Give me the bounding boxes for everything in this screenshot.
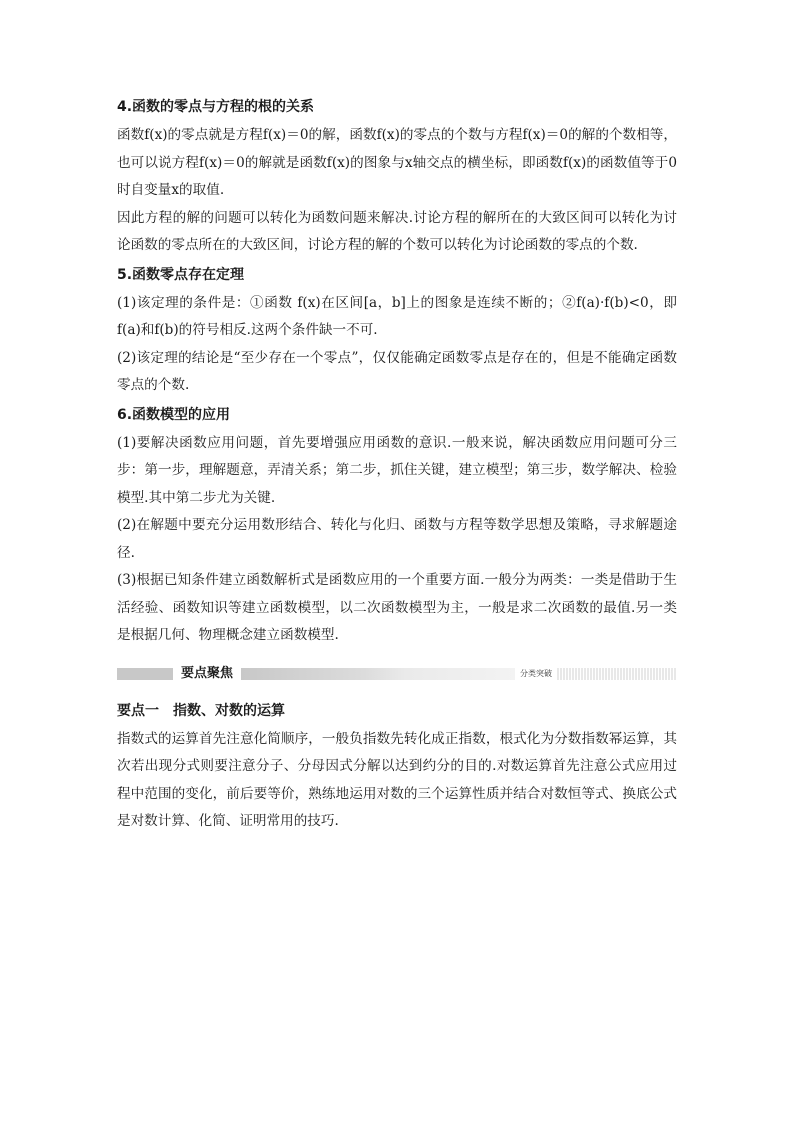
document-page xyxy=(117,92,677,836)
section-heading: 4.函数的零点与方程的根的关系 xyxy=(117,99,315,115)
paragraph: (2)该定理的结论是“至少存在一个零点”，仅仅能确定函数零点是存在的，但是不能确定函数零点的个数. xyxy=(117,349,677,393)
paragraph: 指数式的运算首先注意化简顺序，一般负指数先转化成正指数，根式化为分数指数幂运算，其次若出现分式则要注意分子、分母因式分解以达到约分的目的.对数运算首先注意公式应用过程中范围的变化，前后要等价，熟练地运用对数的三个运算性质并结合对数恒等式、换底公式是对数计算、化简、证明常用的技巧. xyxy=(117,730,677,829)
paragraph: (1)该定理的条件是：①函数 f(x)在区间[a，b]上的图象是连续不断的；②f(a)·f(b)<0，即f(a)和f(b)的符号相反.这两个条件缺一不可. xyxy=(117,294,677,338)
paragraph: (3)根据已知条件建立函数解析式是函数应用的一个重要方面.一般分为两类：一类是借助于生活经验、函数知识等建立函数模型，以二次函数模型为主，一般是求二次函数的最值.另一类是根据几何、物理概念建立函数模型. xyxy=(117,572,677,643)
section-6 xyxy=(117,404,677,650)
point-heading: 要点一 指数、对数的运算 xyxy=(117,702,285,719)
banner-title: 要点聚焦 xyxy=(181,665,234,681)
section-heading: 5.函数零点存在定理 xyxy=(117,266,245,283)
point-1 xyxy=(117,700,677,836)
section-4 xyxy=(117,96,677,260)
banner-end-stripes xyxy=(557,668,677,680)
paragraph: (1)要解决函数应用问题，首先要增强应用函数的意识.一般来说，解决函数应用问题可分三步：第一步，理解题意，弄清关系；第二步，抓住关键，建立模型；第三步，数学解决、检验模型.其中第二步尤为关键. xyxy=(117,434,677,506)
section-heading: 6.函数模型的应用 xyxy=(117,406,231,423)
paragraph: 因此方程的解的问题可以转化为函数问题来解决.讨论方程的解所在的大致区间可以转化为讨论函数的零点所在的大致区间，讨论方程的解的个数可以转化为讨论函数的零点的个数. xyxy=(117,209,677,253)
banner-left-block xyxy=(117,668,173,680)
paragraph: 函数f(x)的零点就是方程f(x)＝0的解，函数f(x)的零点的个数与方程f(x)＝0的解的个数相等，也可以说方程f(x)＝0的解就是函数f(x)的图象与x轴交点的横坐标，即函数f(x)的函数值等于0时自变量x的取值. xyxy=(117,127,677,198)
section-5 xyxy=(117,264,677,400)
paragraph: (2)在解题中要充分运用数形结合、转化与化归、函数与方程等数学思想及策略，寻求解题途径. xyxy=(117,517,677,561)
section-banner xyxy=(117,665,677,681)
banner-gradient xyxy=(241,668,515,680)
banner-right-label: 分类突破 xyxy=(515,668,557,680)
